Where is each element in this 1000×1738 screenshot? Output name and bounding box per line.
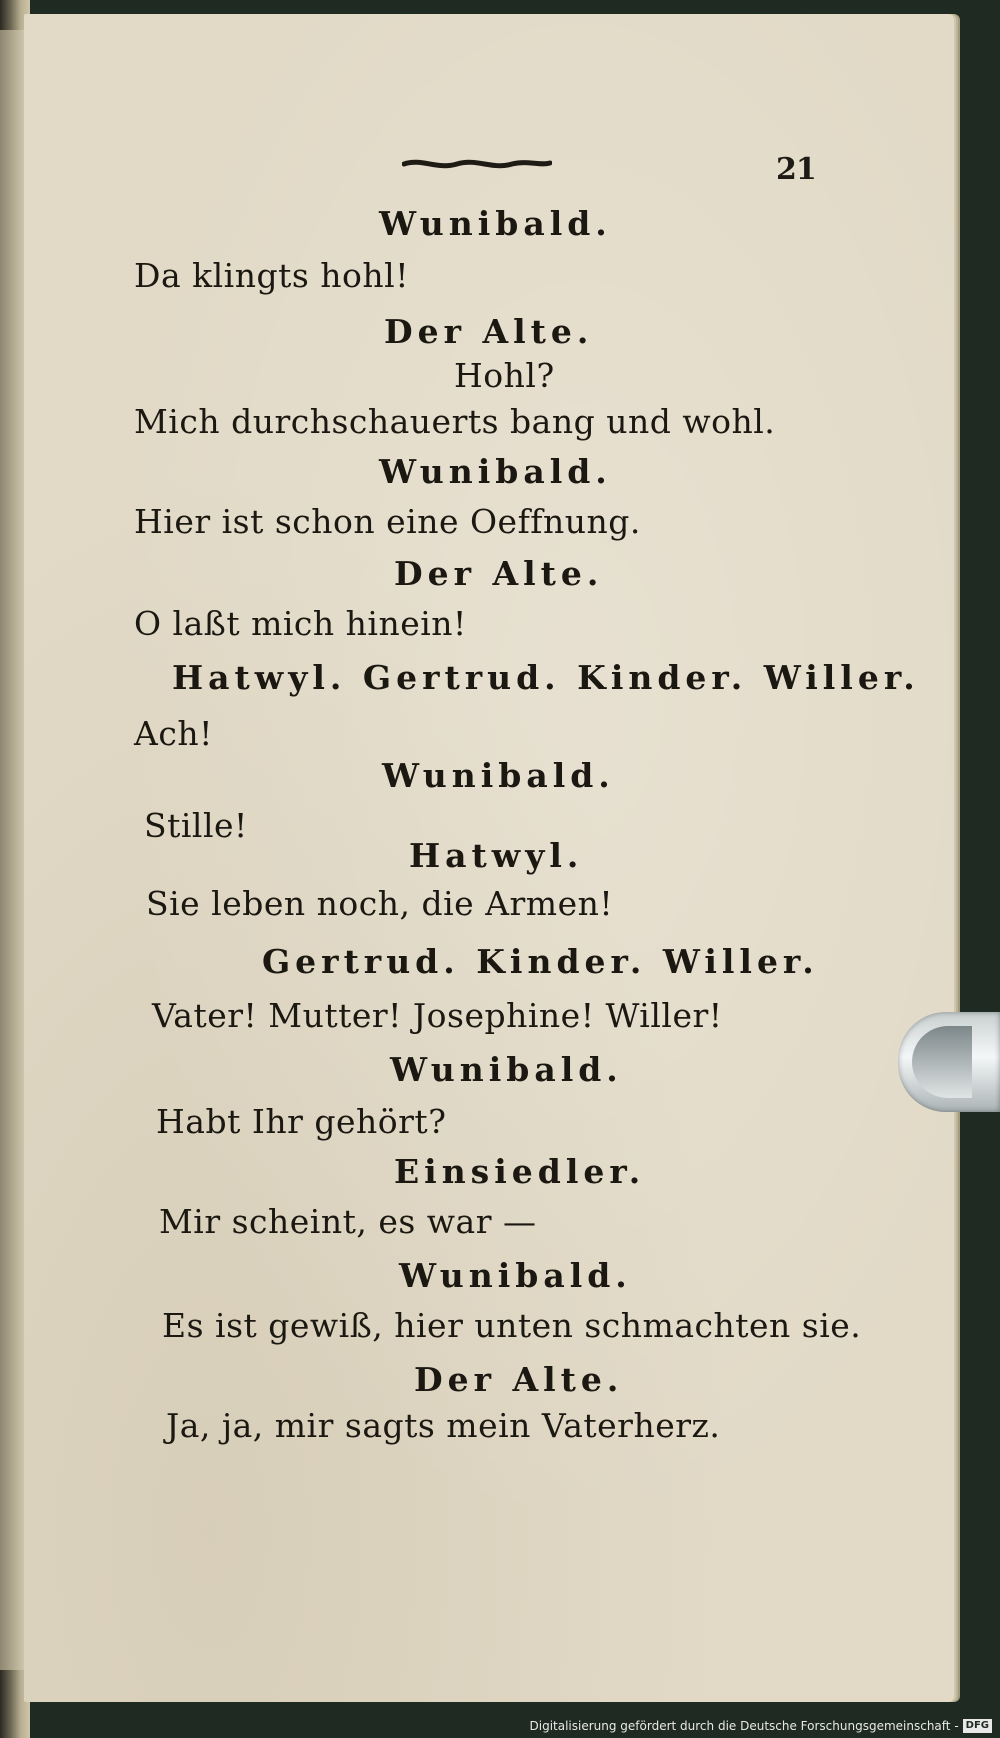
speaker-line: Wunibald.: [379, 204, 612, 243]
verse-line: Habt Ihr gehört?: [156, 1102, 447, 1141]
book-page: [24, 14, 954, 1702]
speaker-line: Wunibald.: [379, 452, 612, 491]
speaker-line: Hatwyl. Gertrud. Kinder. Willer.: [172, 658, 920, 697]
page-clip-ring: [912, 1026, 972, 1098]
verse-line: Vater! Mutter! Josephine! Willer!: [152, 996, 723, 1035]
speaker-line: Der Alte.: [394, 554, 604, 593]
verse-line: Da klingts hohl!: [134, 256, 409, 295]
verse-line: Hier ist schon eine Oeffnung.: [134, 502, 641, 541]
speaker-line: Der Alte.: [384, 312, 594, 351]
ornament-divider: [402, 154, 552, 174]
verse-line: Ja, ja, mir sagts mein Vaterherz.: [166, 1406, 721, 1445]
speaker-line: Hatwyl.: [409, 836, 584, 875]
verse-line: Hohl?: [454, 356, 555, 395]
speaker-line: Der Alte.: [414, 1360, 624, 1399]
verse-line: Mich durchschauerts bang und wohl.: [134, 402, 776, 441]
page-number: 21: [776, 152, 816, 187]
speaker-line: Wunibald.: [390, 1050, 623, 1089]
speaker-line: Gertrud. Kinder. Willer.: [262, 942, 819, 981]
speaker-line: Einsiedler.: [394, 1152, 646, 1191]
verse-line: Sie leben noch, die Armen!: [146, 884, 614, 923]
dfg-logo: DFG: [963, 1719, 992, 1733]
verse-line: Es ist gewiß, hier unten schmachten sie.: [162, 1306, 862, 1345]
page-clip: [898, 1012, 1000, 1112]
verse-line: Stille!: [144, 806, 248, 845]
credit-text: Digitalisierung gefördert durch die Deutsche Forschungsgemeinschaft -: [529, 1719, 959, 1733]
verse-line: Mir scheint, es war —: [159, 1202, 537, 1241]
verse-line: Ach!: [134, 714, 213, 753]
verse-line: O laßt mich hinein!: [134, 604, 467, 643]
speaker-line: Wunibald.: [382, 756, 615, 795]
digitization-credit: [530, 1716, 993, 1736]
speaker-line: Wunibald.: [399, 1256, 632, 1295]
